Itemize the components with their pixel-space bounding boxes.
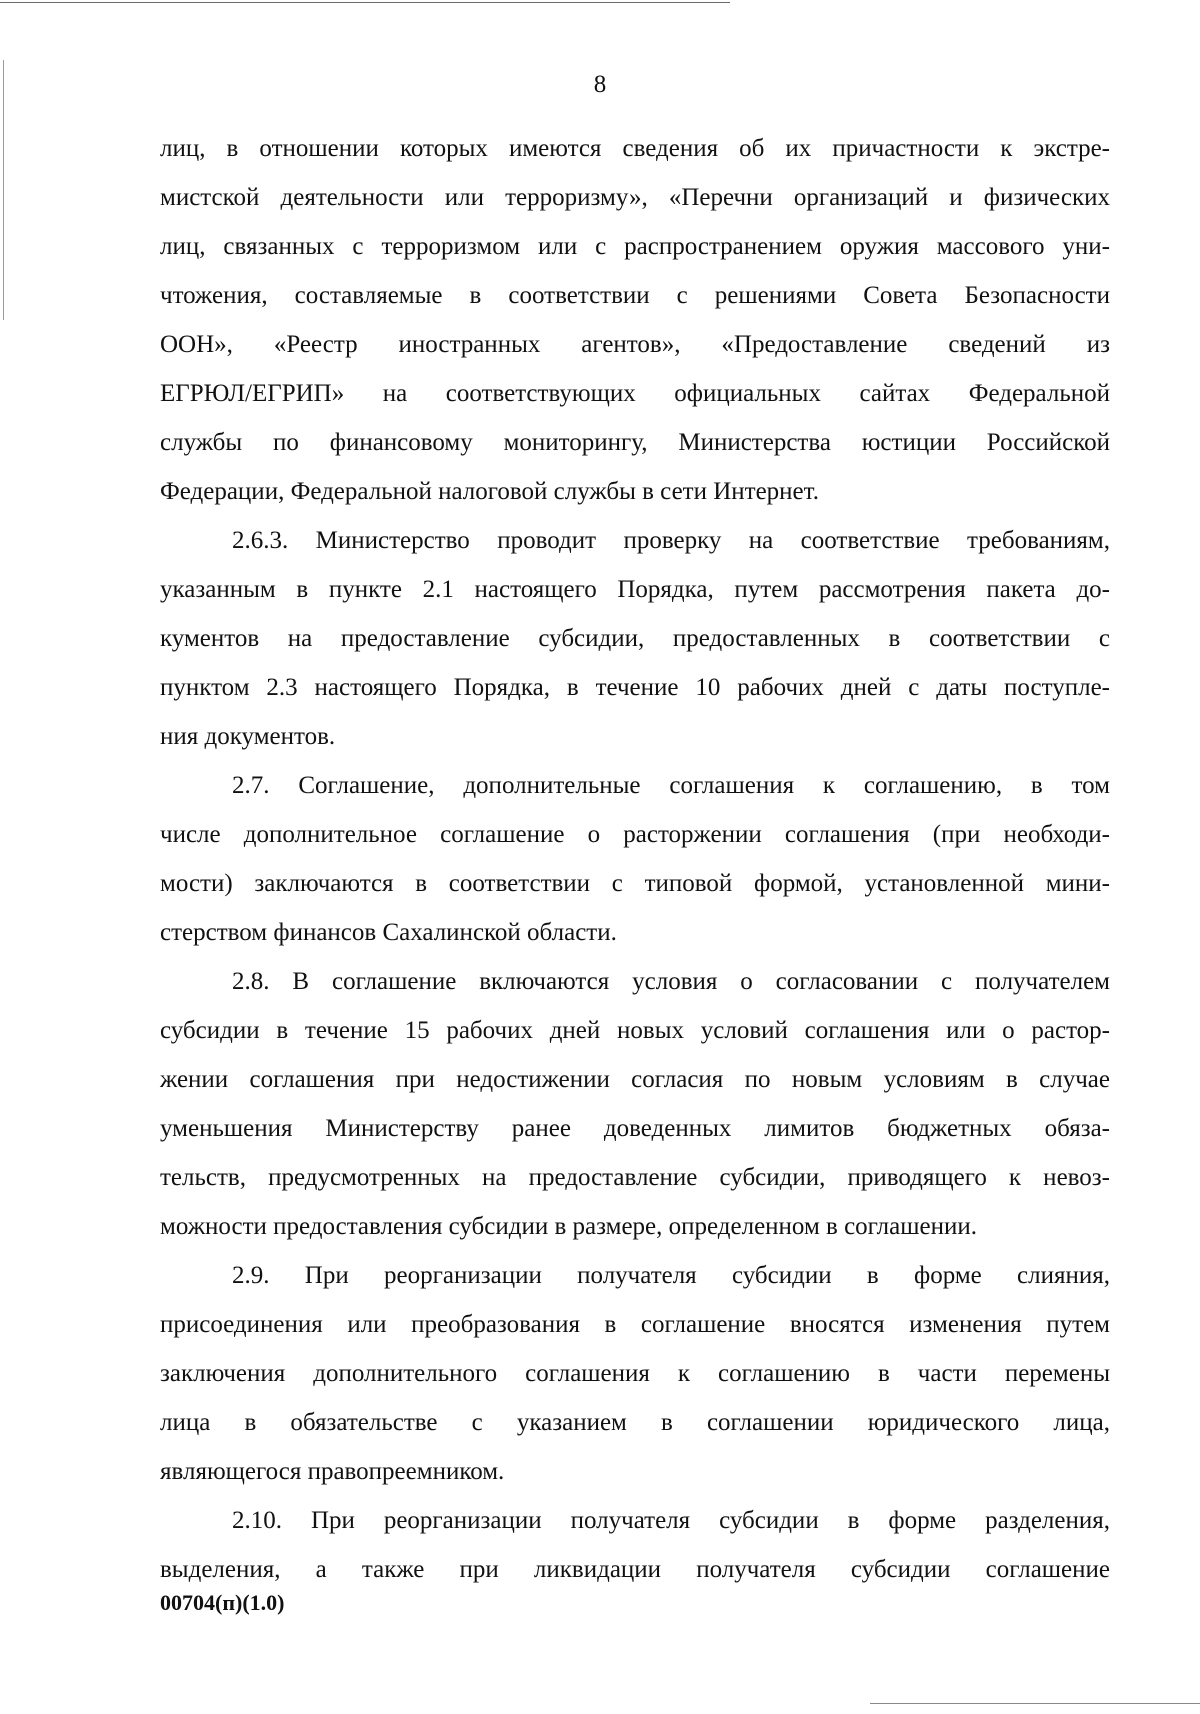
paragraph-2-7: [160, 761, 1110, 957]
text-line: жении соглашения при недостижении согласия по новым условиям в случае: [160, 1066, 1110, 1093]
paragraph-2-10: [160, 1496, 1110, 1594]
text-line: мости) заключаются в соответствии с типовой формой, установленной мини-: [160, 870, 1110, 897]
text-line: стерством финансов Сахалинской области.: [160, 919, 617, 946]
text-line: являющегося правопреемником.: [160, 1458, 505, 1485]
text-line: чтожения, составляемые в соответствии с решениями Совета Безопасности: [160, 282, 1110, 309]
text-line: Федерации, Федеральной налоговой службы в сети Интернет.: [160, 478, 819, 505]
text-line: числе дополнительное соглашение о расторжении соглашения (при необходи-: [160, 821, 1110, 848]
text-line: 2.7. Соглашение, дополнительные соглашения к соглашению, в том: [232, 772, 1110, 799]
text-line: пунктом 2.3 настоящего Порядка, в течение 10 рабочих дней с даты поступле-: [160, 674, 1110, 701]
text-line: ООН», «Реестр иностранных агентов», «Предоставление сведений из: [160, 331, 1110, 358]
text-line: ЕГРЮЛ/ЕГРИП» на соответствующих официальных сайтах Федеральной: [160, 380, 1110, 407]
text-line: ния документов.: [160, 723, 336, 750]
text-line: лиц, связанных с терроризмом или с распространением оружия массового уни-: [160, 233, 1110, 260]
document-code: 00704(п)(1.0): [160, 1590, 285, 1615]
text-line: присоединения или преобразования в соглашение вносятся изменения путем: [160, 1311, 1110, 1338]
text-line: 2.8. В соглашение включаются условия о согласовании с получателем: [232, 968, 1110, 995]
text-line: мистской деятельности или терроризму», «Перечни организаций и физических: [160, 184, 1110, 211]
paragraph-2-8: [160, 957, 1110, 1251]
page-number: 8: [593, 71, 607, 98]
text-line: субсидии в течение 15 рабочих дней новых условий соглашения или о растор-: [160, 1017, 1110, 1044]
paragraph-2-9: [160, 1251, 1110, 1496]
text-line: кументов на предоставление субсидии, предоставленных в соответствии с: [160, 625, 1110, 652]
scan-edge-top: [0, 2, 730, 3]
text-line: службы по финансовому мониторингу, Министерства юстиции Российской: [160, 429, 1110, 456]
text-line: можности предоставления субсидии в размере, определенном в соглашении.: [160, 1213, 977, 1240]
document-body: [160, 124, 1110, 1594]
paragraph-2-6-3: [160, 516, 1110, 761]
text-line: тельств, предусмотренных на предоставление субсидии, приводящего к невоз-: [160, 1164, 1110, 1191]
text-line: уменьшения Министерству ранее доведенных лимитов бюджетных обяза-: [160, 1115, 1110, 1142]
text-line: выделения, а также при ликвидации получателя субсидии соглашение: [160, 1556, 1110, 1583]
text-line: 2.6.3. Министерство проводит проверку на соответствие требованиям,: [232, 527, 1110, 554]
text-line: указанным в пункте 2.1 настоящего Порядка, путем рассмотрения пакета до-: [160, 576, 1110, 603]
text-line: заключения дополнительного соглашения к соглашению в части перемены: [160, 1360, 1110, 1387]
text-line: 2.10. При реорганизации получателя субсидии в форме разделения,: [232, 1507, 1110, 1534]
paragraph-continuation: [160, 124, 1110, 516]
text-line: лица в обязательстве с указанием в соглашении юридического лица,: [160, 1409, 1110, 1436]
text-line: лиц, в отношении которых имеются сведения об их причастности к экстре-: [160, 135, 1110, 162]
scan-edge-bottom: [870, 1703, 1200, 1704]
text-line: 2.9. При реорганизации получателя субсидии в форме слияния,: [232, 1262, 1110, 1289]
